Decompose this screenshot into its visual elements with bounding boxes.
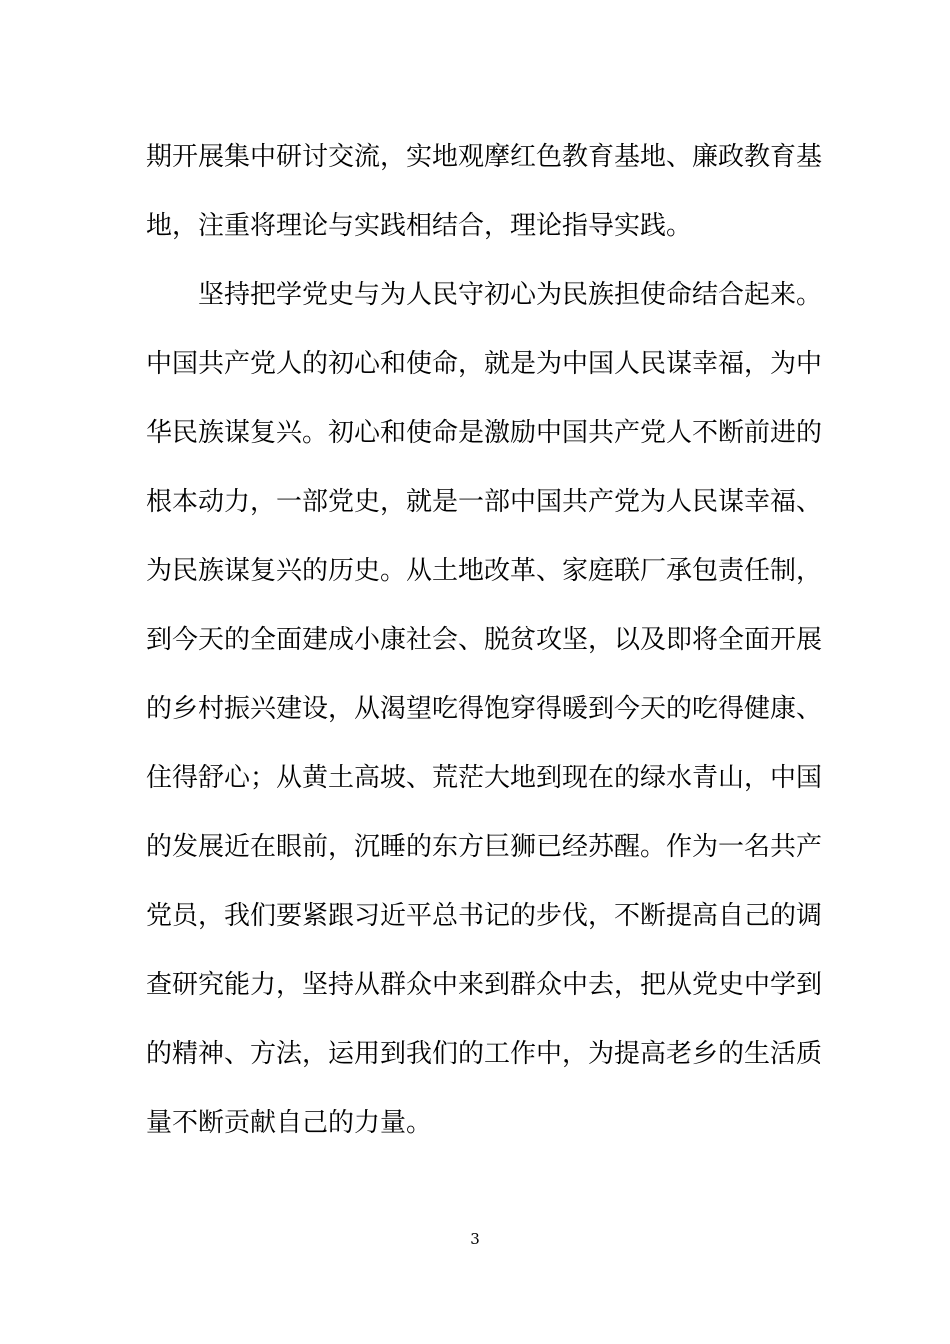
body-text bbox=[146, 131, 823, 1166]
paragraph-start-line: 坚持把学党史与为人民守初心为民族担使命结合起来。 bbox=[198, 280, 823, 310]
text-line: 中国共产党人的初心和使命，就是为中国人民谋幸福，为中 bbox=[146, 349, 823, 379]
text-line: 的乡村振兴建设，从渴望吃得饱穿得暖到今天的吃得健康、 bbox=[146, 694, 823, 724]
text-line: 为民族谋复兴的历史。从土地改革、家庭联厂承包责任制， bbox=[146, 556, 823, 586]
text-line: 查研究能力，坚持从群众中来到群众中去，把从党史中学到 bbox=[146, 970, 823, 1000]
text-line: 根本动力，一部党史，就是一部中国共产党为人民谋幸福、 bbox=[146, 487, 823, 517]
text-line: 住得舒心；从黄土高坡、荒茫大地到现在的绿水青山，中国 bbox=[146, 763, 823, 793]
text-line: 量不断贡献自己的力量。 bbox=[146, 1108, 433, 1138]
page-number: 3 bbox=[470, 1230, 480, 1248]
text-line: 的精神、方法，运用到我们的工作中，为提高老乡的生活质 bbox=[146, 1039, 823, 1069]
text-line: 到今天的全面建成小康社会、脱贫攻坚，以及即将全面开展 bbox=[146, 625, 823, 655]
text-line: 的发展近在眼前，沉睡的东方巨狮已经苏醒。作为一名共产 bbox=[146, 832, 823, 862]
text-line: 期开展集中研讨交流，实地观摩红色教育基地、廉政教育基 bbox=[146, 142, 823, 172]
text-line: 华民族谋复兴。初心和使命是激励中国共产党人不断前进的 bbox=[146, 418, 823, 448]
text-line: 党员，我们要紧跟习近平总书记的步伐，不断提高自己的调 bbox=[146, 901, 823, 931]
text-line: 地，注重将理论与实践相结合，理论指导实践。 bbox=[146, 211, 693, 241]
